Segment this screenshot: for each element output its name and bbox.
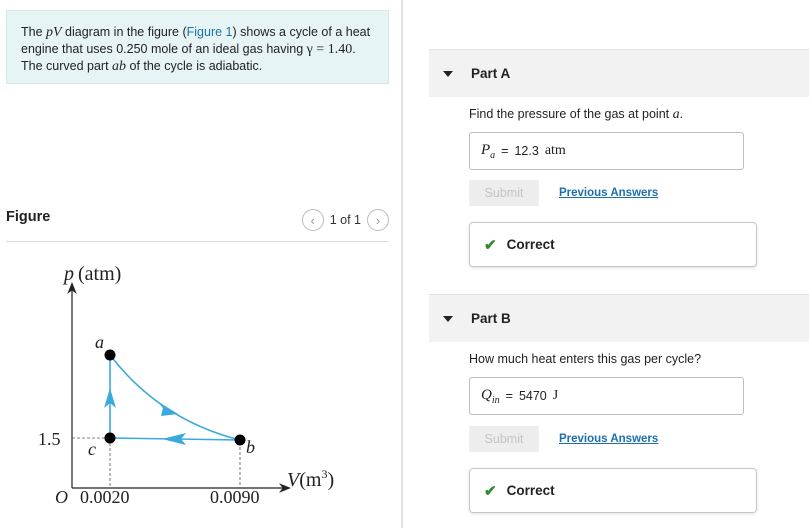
caret-down-icon — [443, 316, 453, 322]
x-tick-label: 0.0090 — [210, 487, 260, 507]
point-c — [105, 433, 116, 444]
chevron-right-icon: › — [375, 212, 381, 228]
x-tick-label: 0.0020 — [80, 487, 130, 507]
feedback-status: Correct — [506, 483, 555, 498]
part-b-title: Part B — [471, 311, 511, 326]
part-a-question — [469, 107, 683, 123]
y-axis-var: p — [64, 263, 74, 285]
figure-title: Figure — [6, 209, 51, 225]
x-axis-var: V — [287, 469, 300, 491]
gamma-value: γ = 1.40 — [306, 42, 353, 57]
ab-symbol: ab — [112, 59, 127, 74]
answer-value: 5470 — [518, 389, 547, 403]
answer-variable — [481, 142, 495, 161]
answer-variable — [481, 387, 500, 406]
caret-down-icon — [443, 71, 453, 77]
part-a-submit-button[interactable]: Submit — [469, 180, 539, 206]
x-axis-label — [287, 467, 334, 491]
var-symbol: Q — [481, 386, 492, 403]
panel-divider — [401, 0, 403, 528]
figure-link[interactable]: Figure 1 — [186, 25, 233, 39]
part-a-feedback — [469, 222, 757, 267]
var-subscript: in — [491, 394, 500, 406]
answer-unit: J — [552, 388, 559, 403]
x-axis-close: ) — [327, 469, 335, 491]
equals-sign: = — [501, 144, 509, 158]
pv-symbol: pV — [46, 25, 62, 40]
check-icon: ✔ — [484, 236, 497, 254]
part-a-header[interactable] — [429, 49, 809, 97]
adiabatic-curve-ab — [110, 355, 240, 440]
prev-figure-button[interactable] — [302, 209, 324, 231]
part-b-previous-answers-link[interactable]: Previous Answers — [559, 433, 659, 445]
part-a-previous-answers-link[interactable]: Previous Answers — [559, 187, 659, 199]
point-a — [105, 350, 116, 361]
point-b — [235, 435, 246, 446]
part-b-answer-field[interactable] — [469, 377, 744, 415]
point-c-label: c — [88, 439, 96, 459]
var-symbol: P — [481, 141, 491, 158]
equals-sign: = — [505, 389, 513, 403]
part-b-header[interactable] — [429, 294, 809, 342]
chevron-left-icon: ‹ — [310, 212, 315, 228]
var-subscript: a — [490, 149, 496, 161]
part-b-feedback — [469, 468, 757, 513]
feedback-status: Correct — [506, 237, 555, 252]
part-b-submit-button[interactable]: Submit — [469, 426, 539, 452]
part-b-question: How much heat enters this gas per cycle? — [469, 352, 702, 366]
check-icon: ✔ — [484, 482, 497, 500]
answer-value: 12.3 — [514, 144, 539, 158]
problem-text: The — [21, 25, 47, 39]
problem-text: ) shows a cycle of a heat engine that uses 0.250 mole of an ideal gas having — [21, 25, 371, 56]
x-axis-exponent: 3 — [321, 467, 328, 481]
part-a-answer-field[interactable] — [469, 132, 744, 170]
y-axis-label — [62, 263, 121, 285]
y-axis-unit: (atm) — [78, 263, 122, 285]
part-a-title: Part A — [471, 66, 511, 81]
origin-label: O — [55, 487, 68, 507]
pager-text: 1 of 1 — [329, 213, 361, 227]
problem-text: diagram in the figure ( — [61, 25, 187, 39]
figure-header — [6, 206, 389, 242]
question-end: . — [679, 107, 684, 121]
problem-text: of the cycle is adiabatic. — [126, 59, 263, 73]
question-text: Find the pressure of the gas at point — [469, 107, 673, 121]
next-figure-button[interactable] — [367, 209, 389, 231]
y-tick-label: 1.5 — [38, 429, 61, 449]
problem-text: . The curved part — [21, 42, 356, 73]
x-axis-unit: (m — [299, 469, 322, 491]
question-var: a — [672, 107, 680, 122]
answer-unit: atm — [544, 143, 566, 158]
point-a-label: a — [95, 332, 104, 352]
pv-diagram — [20, 250, 390, 520]
point-b-label: b — [246, 437, 255, 457]
figure-pager — [302, 209, 389, 231]
arrow-down-right-icon — [157, 401, 178, 416]
problem-statement — [6, 10, 389, 84]
